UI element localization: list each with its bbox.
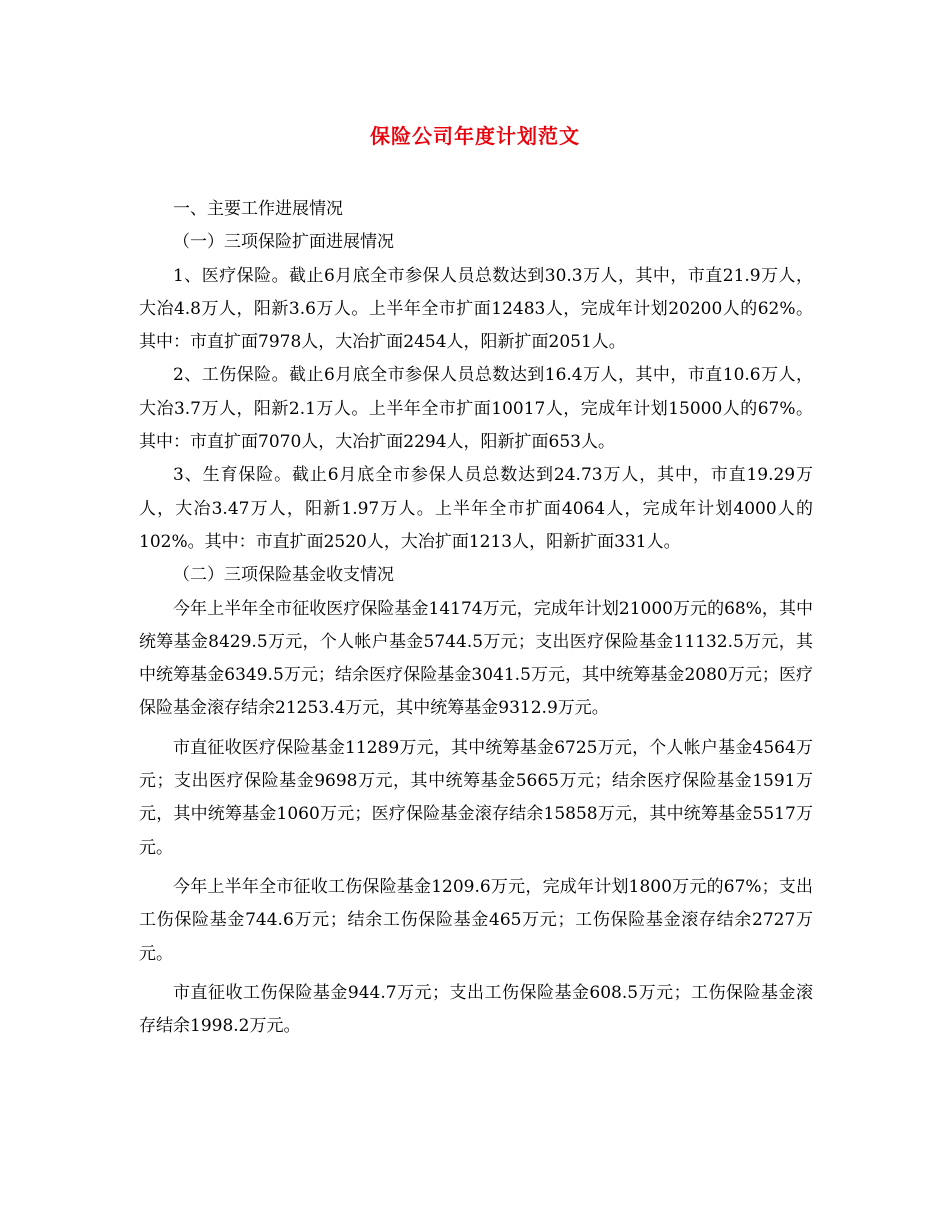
paragraph-direct-medical-fund: 市直征收医疗保险基金11289万元，其中统筹基金6725万元，个人帐户基金4564万元；支出医疗保险基金9698万元，其中统筹基金5665万元；结余医疗保险基金1591万元，其中统筹基金1060万元；医疗保险基金滚存结余15858万元，其中统筹基金5517万元。 xyxy=(139,737,813,858)
document-title: 保险公司年度计划范文 xyxy=(370,124,580,148)
paragraph-city-injury-fund: 今年上半年全市征收工伤保险基金1209.6万元，完成年计划1800万元的67%；支出工伤保险基金744.6万元；结余工伤保险基金465万元；工伤保险基金滚存结余2727万元。 xyxy=(139,876,813,964)
paragraph-city-medical-fund: 今年上半年全市征收医疗保险基金14174万元，完成年计划21000万元的68%，其中统筹基金8429.5万元，个人帐户基金5744.5万元；支出医疗保险基金11132.5万元，其中统筹基金6349.5万元；结余医疗保险基金3041.5万元，其中统筹基金2080万元；医疗保险基金滚存结余21253.4万元，其中统筹基金9312.9万元。 xyxy=(139,598,813,719)
paragraph-medical-insurance: 1、医疗保险。截止6月底全市参保人员总数达到30.3万人，其中，市直21.9万人，大冶4.8万人，阳新3.6万人。上半年全市扩面12483人，完成年计划20200人的62%。其中：市直扩面7978人，大冶扩面2454人，阳新扩面2051人。 xyxy=(139,265,813,353)
paragraph-injury-insurance: 2、工伤保险。截止6月底全市参保人员总数达到16.4万人，其中，市直10.6万人，大冶3.7万人，阳新2.1万人。上半年全市扩面10017人，完成年计划15000人的67%。其中：市直扩面7070人，大冶扩面2294人，阳新扩面653人。 xyxy=(139,365,813,453)
subsection-heading-fund: （二）三项保险基金收支情况 xyxy=(173,565,394,586)
subsection-heading-coverage: （一）三项保险扩面进展情况 xyxy=(173,232,394,253)
document-body xyxy=(139,193,813,1043)
paragraph-maternity-insurance: 3、生育保险。截止6月底全市参保人员总数达到24.73万人，其中，市直19.29万人，大冶3.47万人，阳新1.97万人。上半年全市扩面4064人，完成年计划4000人的102%。其中：市直扩面2520人，大冶扩面1213人，阳新扩面331人。 xyxy=(139,465,813,552)
paragraph-direct-injury-fund: 市直征收工伤保险基金944.7万元；支出工伤保险基金608.5万元；工伤保险基金滚存结余1998.2万元。 xyxy=(139,982,813,1037)
section-heading-main-progress: 一、主要工作进展情况 xyxy=(173,199,343,219)
